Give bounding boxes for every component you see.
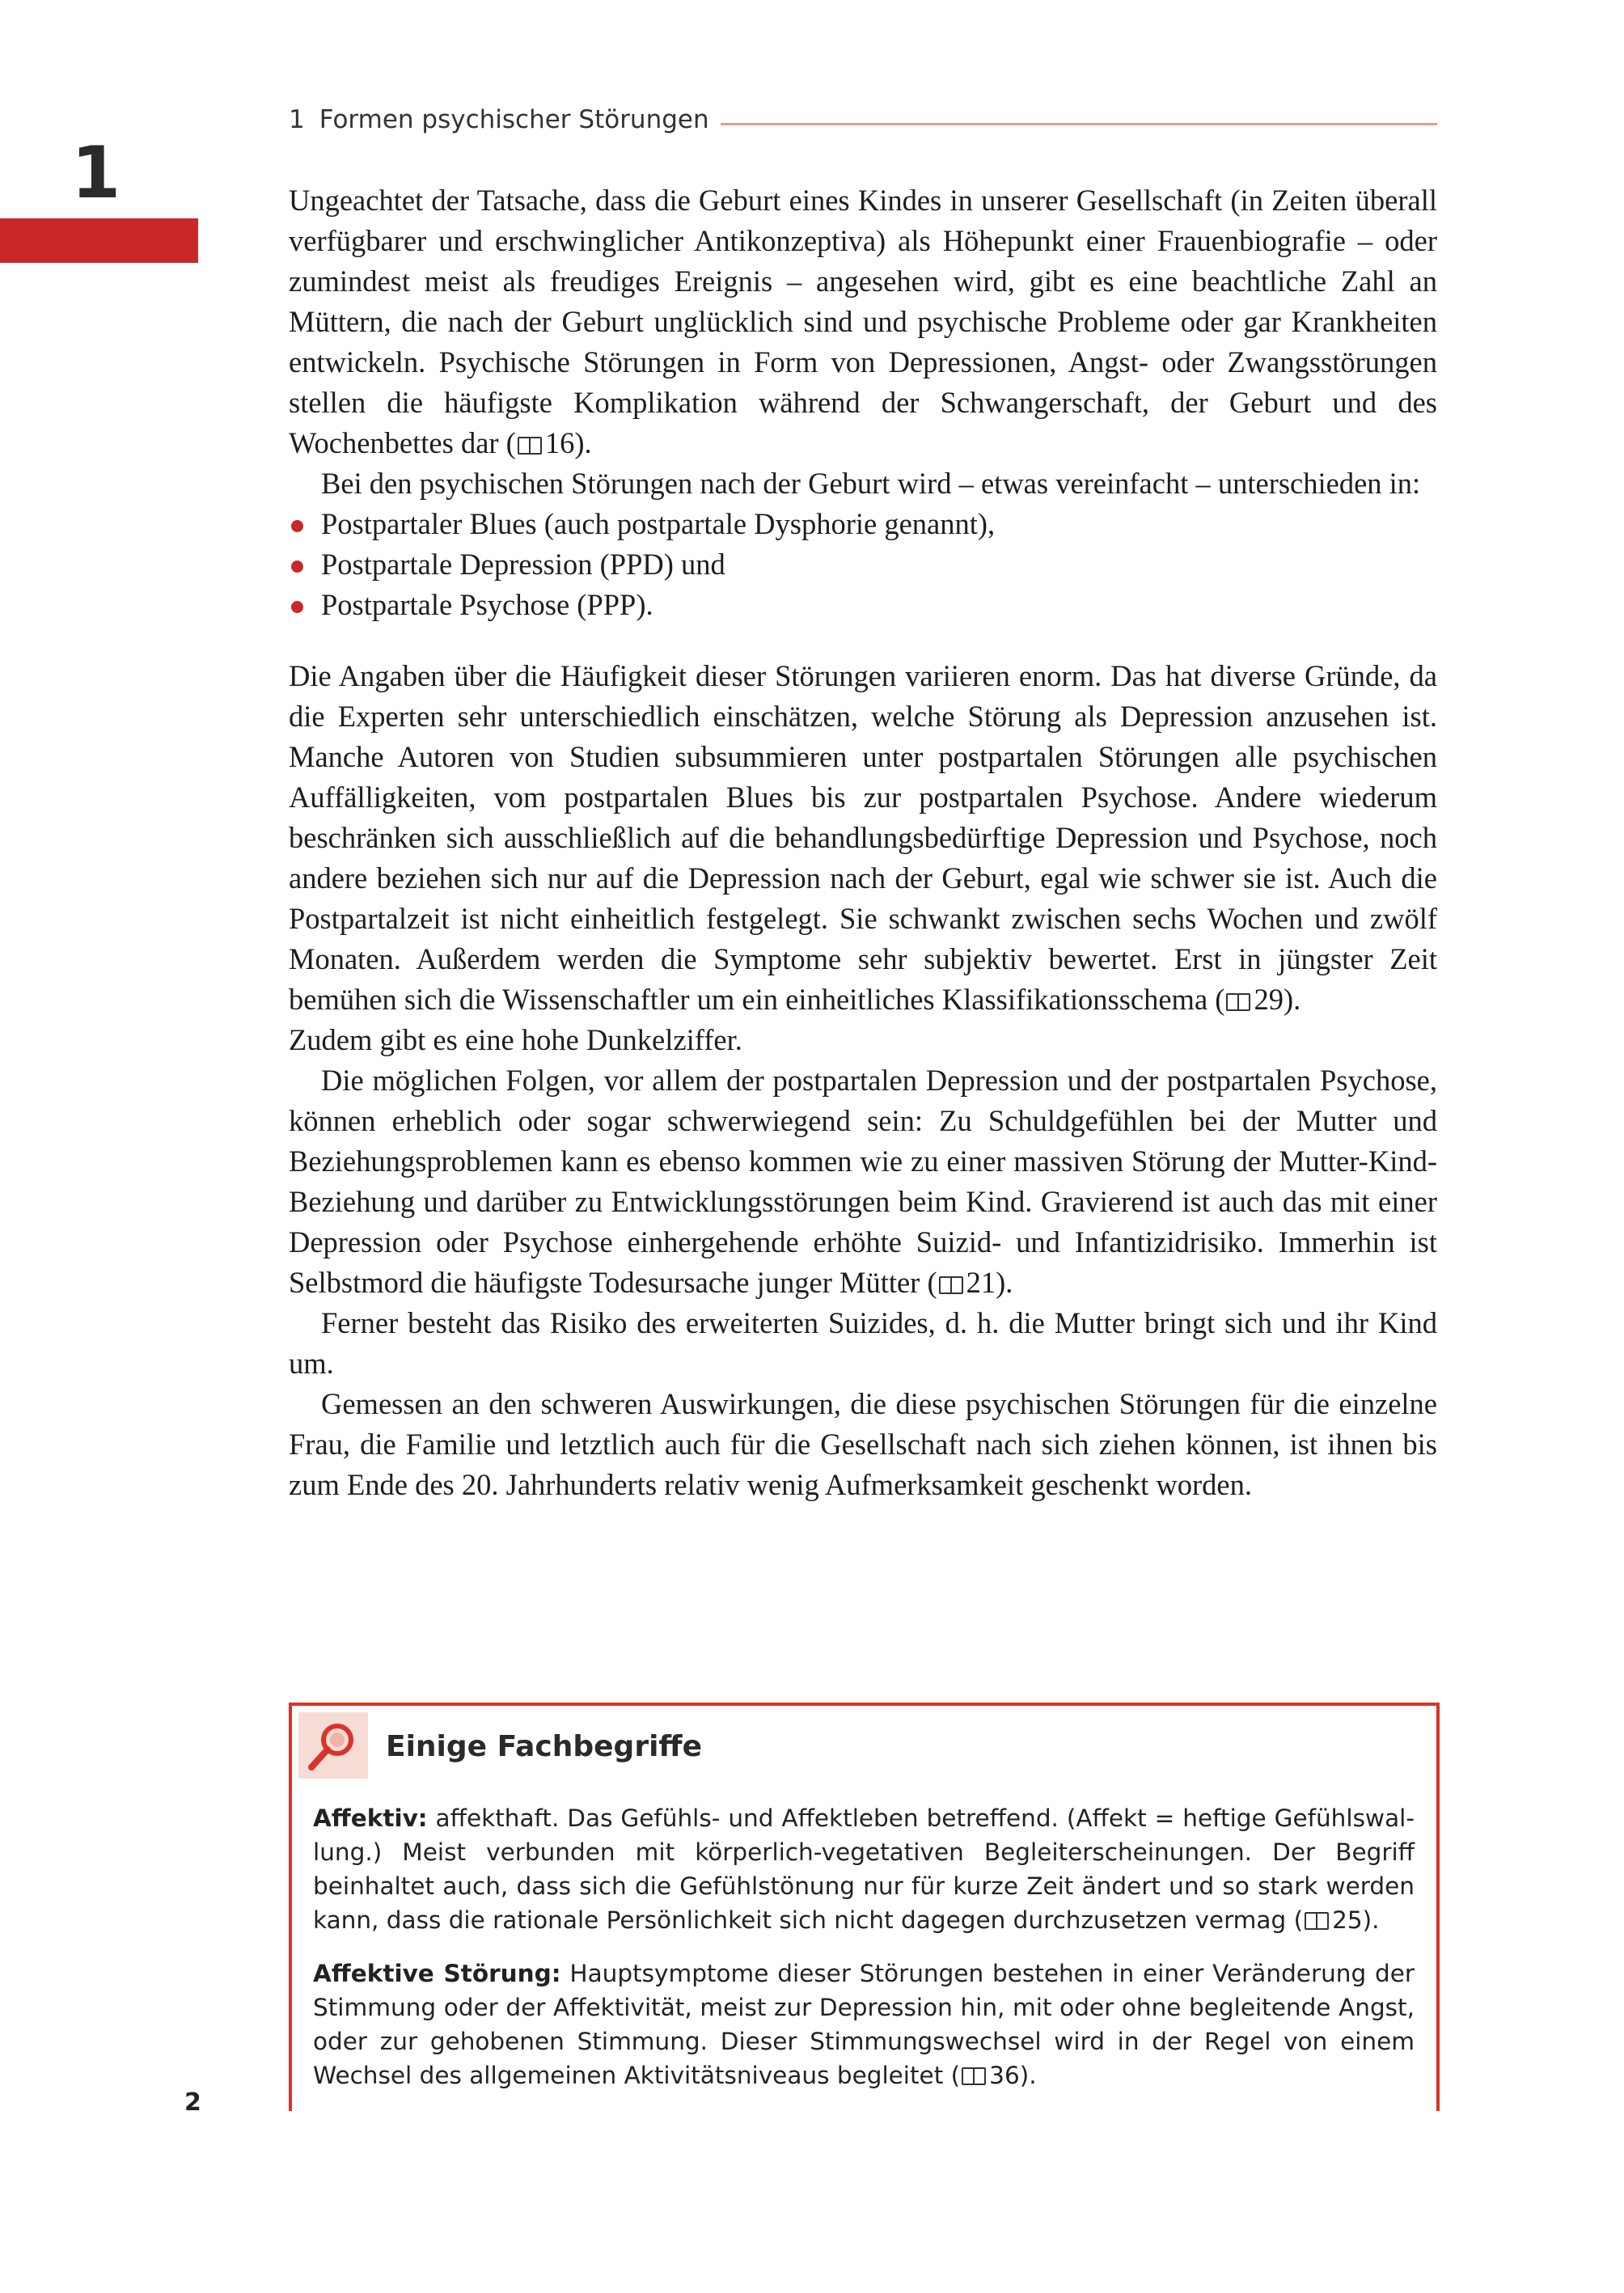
- glossary-title: Einige Fachbegriffe: [386, 1730, 702, 1763]
- paragraph-1-text: Ungeachtet der Tatsache, dass die Geburt eines Kindes in unserer Gesellschaft (in Zeiten überall verfügbarer und erschwinglicher Antikonzeptiva) als Höhepunkt einer Frauenbiografie – oder zumindest meist als freudiges Ereignis – angesehen wird, gibt es eine beachtliche Zahl an Müttern, die nach der Geburt unglücklich sind und psychische Probleme oder gar Krankheiten entwickeln. Psychische Störungen in Form von Depressionen, Angst- oder Zwangsstörungen stellen die häufigste Komplikation während der Schwangerschaft, der Geburt und des Wochenbettes dar (: [289, 184, 1437, 459]
- glossary-box: [289, 1703, 1440, 2111]
- list-item-label: Postpartale Psychose (PPP).: [321, 588, 653, 621]
- paragraph-7: Gemessen an den schweren Auswirkungen, die diese psychischen Störungen für die einzelne Frau, die Familie und letztlich auch für die Gesellschaft nach sich ziehen können, ist ihnen bis zum Ende des 20. Jahrhunderts relativ wenig Aufmerksamkeit geschenkt worden.: [289, 1387, 1437, 1501]
- paragraph-3: [289, 656, 1437, 1020]
- bullet-dot-icon: [291, 561, 303, 573]
- paragraph-3-text: Die Angaben über die Häufigkeit dieser Störungen variieren enorm. Das hat diverse Gründe, da die Experten sehr unterschiedlich einschätzen, welche Störung als Depression anzusehen ist. Manche Autoren von Studien subsummieren unter postpartalen Störungen alle psychischen Auffälligkeiten, vom postpartalen Blues bis zur postpartalen Psychose. Andere wiederum beschränken sich ausschließlich auf die behandlungsbedürftige Depression und Psychose, noch andere beziehen sich nur auf die Depression nach der Geburt, egal wie schwer sie ist. Auch die Postpartalzeit ist nicht einheitlich festgelegt. Sie schwankt zwischen sechs Wochen und zwölf Monaten. Außerdem werden die Symptome sehr subjektiv bewertet. Erst in jüngster Zeit bemühen sich die Wissenschaftler um ein einheitliches Klassifikationsschema (: [289, 659, 1437, 1016]
- reference-36: 36).: [989, 2062, 1037, 2089]
- reference-25: 25).: [1332, 1906, 1380, 1934]
- reference-29: 29).: [1254, 983, 1301, 1016]
- running-head-rule: [721, 123, 1437, 125]
- paragraph-6: Ferner besteht das Risiko des erweiterten Suizides, d. h. die Mutter bringt sich und ihr Kind um.: [289, 1306, 1437, 1380]
- bullet-dot-icon: [291, 520, 303, 532]
- glossary-term: Affektive Störung:: [313, 1960, 561, 1987]
- bullet-list: [289, 504, 1437, 625]
- book-icon: [518, 437, 542, 455]
- book-icon: [1226, 993, 1250, 1011]
- list-item-label: Postpartaler Blues (auch postpartale Dysphorie genannt),: [321, 507, 996, 540]
- list-item: [289, 504, 1437, 544]
- glossary-entry: [313, 1957, 1415, 2092]
- reference-21: 21).: [966, 1266, 1013, 1299]
- paragraph-1: [289, 180, 1437, 463]
- bullet-dot-icon: [291, 601, 303, 613]
- list-item-label: Postpartale Depression (PPD) und: [321, 548, 725, 581]
- glossary-body: [313, 1801, 1415, 2092]
- book-icon: [1305, 1912, 1329, 1930]
- magnifier-icon: [298, 1712, 368, 1779]
- book-icon: [939, 1276, 963, 1294]
- paragraph-2: Bei den psychischen Störungen nach der Geburt wird – etwas vereinfacht – unterschieden in:: [321, 467, 1421, 500]
- glossary-definition: affekthaft. Das Gefühls- und Affektleben betreffend. (Affekt = heftige Gefühlswallung.) Meist verbunden mit körperlich-vegetativen Begleiterscheinungen. Der Begriff beinhaltet auch, dass sich die Gefühlstönung nur für kurze Zeit ändert und so stark werden kann, dass die rationale Persönlichkeit sich nicht dagegen durchzusetzen vermag (: [313, 1804, 1415, 1934]
- list-item: [289, 544, 1437, 585]
- paragraph-5: [289, 1060, 1437, 1303]
- glossary-definition: Hauptsymptome dieser Störungen bestehen in einer Veränderung der Stimmung oder der Affektivität, meist zur Depression hin, mit oder ohne begleitende Angst, oder zur gehobenen Stimmung. Dieser Stimmungswechsel wird in der Regel von einem Wechsel des allgemeinen Aktivitätsniveaus begleitet (: [313, 1960, 1415, 2089]
- glossary-term: Affektiv:: [313, 1804, 428, 1832]
- running-head-title: Formen psychischer Störungen: [319, 105, 709, 134]
- paragraph-5-text: Die möglichen Folgen, vor allem der postpartalen Depression und der postpartalen Psychose, können erheblich oder sogar schwerwiegend sein: Zu Schuldgefühlen bei der Mutter und Beziehungsproblemen kann es ebenso kommen wie zu einer massiven Störung der Mutter-Kind-Beziehung und darüber zu Entwicklungsstörungen beim Kind. Gravierend ist auch das mit einer Depression oder Psychose einhergehende erhöhte Suizid- und Infantizidrisiko. Immerhin ist Selbstmord die häufigste Todesursache junger Mütter (: [289, 1064, 1437, 1299]
- running-head: [289, 104, 1437, 136]
- reference-16: 16).: [544, 426, 592, 459]
- book-icon: [962, 2067, 986, 2085]
- glossary-entry: [313, 1801, 1415, 1937]
- chapter-number: 1: [71, 131, 121, 214]
- list-item: [289, 585, 1437, 625]
- chapter-marker-bar: [0, 218, 198, 263]
- page-number: 2: [184, 2088, 201, 2117]
- paragraph-4: Zudem gibt es eine hohe Dunkelziffer.: [289, 1023, 742, 1056]
- body-text: [289, 180, 1437, 1505]
- running-head-number: 1: [289, 105, 305, 134]
